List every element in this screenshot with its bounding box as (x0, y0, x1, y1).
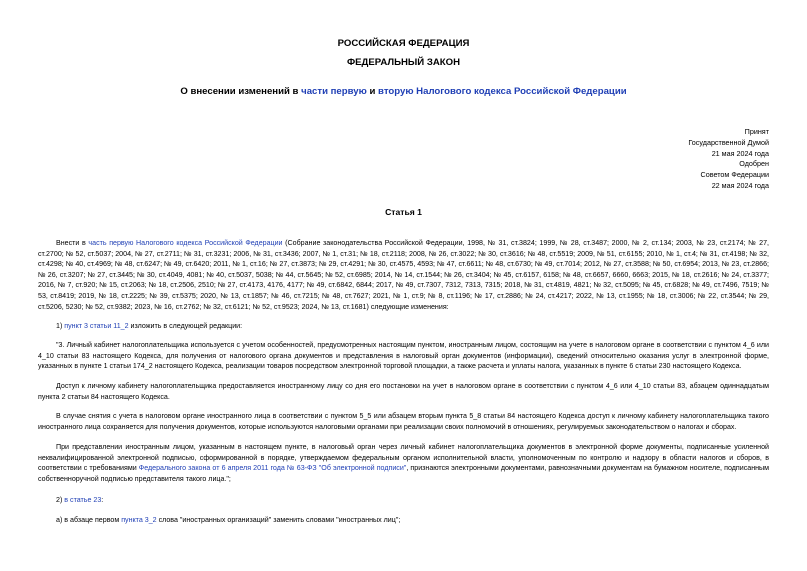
item-1-rest: изложить в следующей редакции: (128, 322, 243, 330)
item-2-link[interactable]: в статье 23 (64, 496, 102, 504)
approved-by: Советом Федерации (700, 170, 769, 180)
intro-paragraph (38, 238, 769, 312)
item-1-link[interactable]: пункт 3 статьи 11_2 (64, 322, 129, 330)
country-heading: РОССИЙСКАЯ ФЕДЕРАЦИЯ (337, 38, 470, 49)
paragraph-signature (38, 442, 769, 484)
item-2-prefix: 2) (56, 496, 65, 504)
paragraph-deregistration-text: В случае снятия с учета в налоговом органе иностранного лица в соответствии с пунктом 5_5 или абзацем вторым пункта 5_8 статьи 84 настоящего Кодекса доступ к личному кабинету налогоплательщика такого иностранного лица сохраняется для получения документов, которые используются налоговыми органами при реализации своих полномочий в отношениях, регулируемых законодательством о налогах и сборах. (38, 412, 769, 431)
item-1-prefix: 1) (56, 322, 65, 330)
item-2-rest: : (101, 496, 104, 504)
paragraph-deregistration (38, 411, 769, 432)
item-1 (38, 321, 769, 332)
signature-law-link[interactable]: Федерального закона от 6 апреля 2011 года № 63-ФЗ "Об электронной подписи" (138, 464, 407, 473)
item-2 (38, 495, 769, 506)
adopted-label: Принят (744, 127, 769, 136)
approved-label: Одобрен (739, 159, 769, 169)
paragraph-3-text: "3. Личный кабинет налогоплательщика используется с учетом особенностей, предусмотренных настоящим пунктом, иностранным лицом, состоящим на учете в налоговом органе в соответствии с пунктом 4_6 или 4_10 статьи 83 настоящего Кодекса, для получения от налогового органа документов и представления в налоговый орган документов (информации), сведений относительно оказания услуг в электронной форме, указанных в пункте 1 статьи 174_2 настоящего Кодекса, реализации товаров посредством электронной торговой площадки, а также расчета и уплаты налога, указанных в пункте 6 статьи 230 настоящего Кодекса. (38, 341, 769, 371)
item-2a-rest: слова "иностранных организаций" заменить словами "иностранных лиц"; (156, 516, 401, 524)
law-title (0, 86, 807, 97)
adoption-block (688, 127, 769, 192)
paragraph-signature-rest: , признаются электронными документами, равнозначными документам на бумажном носителе, подписанным собственноручной подписью представителя такого лица."; (38, 464, 770, 483)
paragraph-signature-prefix: При представлении иностранным лицом, указанным в настоящем пункте, в налоговый орган через личный кабинет налогоплательщика документов в электронной форме документы, подписанные усиленной неквалифицированной электронной подписью, сформированной в порядке, утверждаемом федеральным органом исполнительной власти, уполномоченным по контролю и надзору в области налогов и сборов, в соответствии с требованиями (38, 443, 769, 473)
title-link-part-one[interactable]: части первую (301, 86, 367, 97)
title-link-part-two[interactable]: вторую Налогового кодекса Российской Федерации (378, 86, 627, 97)
approved-date: 22 мая 2024 года (711, 180, 769, 190)
paragraph-access-text: Доступ к личному кабинету налогоплательщика предоставляется иностранному лицу со дня его постановки на учет в налоговом органе в соответствии с пунктом 4_6 или 4_10 статьи 83, абзацем одиннадцатым пункта 2 статьи 84 настоящего Кодекса. (38, 382, 769, 401)
item-2a-link[interactable]: пункта 3_2 (121, 516, 157, 524)
article-heading: Статья 1 (385, 207, 422, 217)
law-type-heading: ФЕДЕРАЛЬНЫЙ ЗАКОН (346, 57, 461, 68)
item-2a (38, 515, 769, 526)
intro-rest: (Собрание законодательства Российской Федерации, 1998, № 31, ст.3824; 1999, № 28, ст.3487; 2000, № 2, ст.134; 2003, № 23, ст.2174; № 27, ст.2700; № 52, ст.5037; 2004, № 27, ст.2711; № 31, ст.3231; 2006, № 31, ст.3436; 2007, № 1, ст.31; № 18, ст.2118; 2008, № 26, ст.3022; № 30, ст.3616; № 48, ст.5519; 2009, № 51, ст.6155; 2010, № 1, ст.4; № 31, ст.4198; № 32, ст.4298; № 40, ст.4969; № 48, ст.6247; № 49, ст.6420; 2011, № 1, ст.16; № 27, ст.3873; № 29, ст.4291; № 30, ст.4575, 4593; № 47, ст.6611; № 48, ст.6730; № 49, ст.7014; 2012, № 27, ст.3588; № 50, ст.6954; 2013, № 23, ст.2866; № 26, ст.3207; № 27, ст.3445; № 30, ст.4049, 4081; № 40, ст.5037, 5038; № 44, ст.5645; № 52, ст.6985; 2014, № 14, ст.1544; № 26, ст.3404; № 45, ст.6157, 6158; № 48, ст.6657, 6660, 6663; 2015, № 18, ст.2616; № 24, ст.3377; 2016, № 7, ст.920; № 15, ст.2063; № 18, ст.2506, 2510; № 27, ст.4173, 4176, 4177; № 49, ст.6842, 6844; 2017, № 49, ст.7307, 7312, 7313, 7315; 2018, № 31, ст.4819, 4821; № 32, ст.5095; № 45, ст.6828; № 49, ст.7496, 7519; № 53, ст.8419; 2019, № 18, ст.2225; № 39, ст.5375; 2020, № 13, ст.1857; № 46, ст.7215; № 48, ст.7627; 2021, № 1, ст.9; № 8, ст.1196; № 17, ст.2886; № 24, ст.4217; 2022, № 13, ст.1955; № 18, ст.3006; № 22, ст.3544; № 29, ст.5206, 5230; № 52, ст.9382; 2023, № 16, ст.2762; № 32, ст.6121; № 52, ст.9523; 2024, № 13, ст.1681) следующие изменения: (38, 239, 769, 311)
paragraph-access (38, 381, 769, 402)
paragraph-3 (38, 340, 769, 372)
title-mid: и (366, 86, 379, 97)
adopted-date: 21 мая 2024 года (711, 148, 769, 158)
item-2a-prefix: а) в абзаце первом (56, 516, 122, 524)
title-prefix: О внесении изменений в (180, 86, 302, 97)
intro-prefix: Внести в (56, 239, 89, 247)
adopted-by: Государственной Думой (688, 137, 769, 147)
intro-link[interactable]: часть первую Налогового кодекса Российской Федерации (88, 239, 283, 247)
